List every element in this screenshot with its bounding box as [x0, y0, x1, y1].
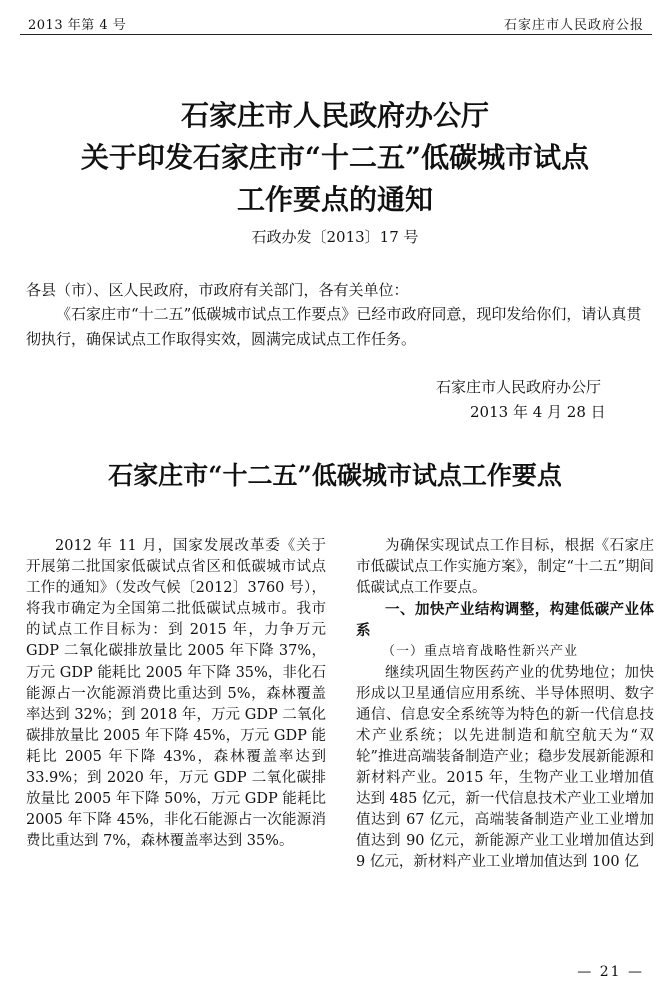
right-body: 继续巩固生物医药产业的优势地位；加快形成以卫星通信应用系统、半导体照明、数字通信、信息安全系统等为特色的新一代信息技术产业系统；以先进制造和航空航天为“双轮”推进高端装备制造产业；稳步发展新能源和新材料产业。2015 年，生物产业工业增加值达到 485 亿元，新一代信息技术产业工业增加值达到 67 亿元，高端装备制造产业工业增加值达到 90 亿元，新能源产业工业增加值达到 9 亿元，新材料产业工业增加值达到 100 亿	[356, 664, 654, 871]
right-column	[356, 536, 654, 874]
document-number: 石政办发〔2013〕17 号	[251, 228, 419, 246]
notice-title-line1: 石家庄市人民政府办公厅	[180, 99, 489, 132]
section-heading: 一、加快产业结构调整，构建低碳产业体系	[356, 601, 654, 640]
signature-organization: 石家庄市人民政府办公厅	[436, 378, 602, 396]
notice-title-line2: 关于印发石家庄市“十二五”低碳城市试点	[80, 141, 590, 174]
subsection-heading: （一）重点培育战略性新兴产业	[382, 644, 579, 660]
signature-date: 2013 年 4 月 28 日	[470, 403, 606, 421]
page-number: — 21 —	[577, 964, 644, 980]
publication-name: 石家庄市人民政府公报	[503, 18, 644, 33]
left-column	[26, 536, 326, 852]
left-paragraph: 2012 年 11 月，国家发展改革委《关于开展第二批国家低碳试点省区和低碳城市试点工作的通知》（发改气候〔2012〕3760 号），将我市确定为全国第二批低碳试点城市。我市的试点工作目标为：到 2015 年，力争万元 GDP 二氧化碳排放量比 2005 年下降 37%，万元 GDP 能耗比 2005 年下降 35%，非化石能源占一次能源消费比重达到 5%，森林覆盖率达到 32%；到 2018 年，万元 GDP 二氧化碳排放量比 2005 年下降 45%，万元 GDP 能耗比 2005 年下降 43%，森林覆盖率达到 33.9%；到 2020 年，万元 GDP 二氧化碳排放量比 2005 年下降 50%，万元 GDP 能耗比 2005 年下降 45%，非化石能源占一次能源消费比重达到 7%，森林覆盖率达到 35%。	[26, 538, 326, 850]
page-header	[20, 12, 652, 34]
article-title: 石家庄市“十二五”低碳城市试点工作要点	[108, 461, 562, 490]
right-intro: 为确保实现试点工作目标，根据《石家庄市低碳试点工作实施方案》，制定“十二五”期间低碳试点工作要点。	[356, 538, 654, 597]
notice-title-line3: 工作要点的通知	[236, 183, 433, 216]
notice-body: 《石家庄市“十二五”低碳城市试点工作要点》已经市政府同意，现印发给你们，请认真贯彻执行，确保试点工作取得实效，圆满完成试点工作任务。	[26, 305, 642, 348]
issue-label: 2013 年第 4 号	[28, 18, 127, 33]
salutation: 各县（市）、区人民政府，市政府有关部门，各有关单位：	[26, 281, 409, 299]
header-rule	[20, 34, 652, 35]
